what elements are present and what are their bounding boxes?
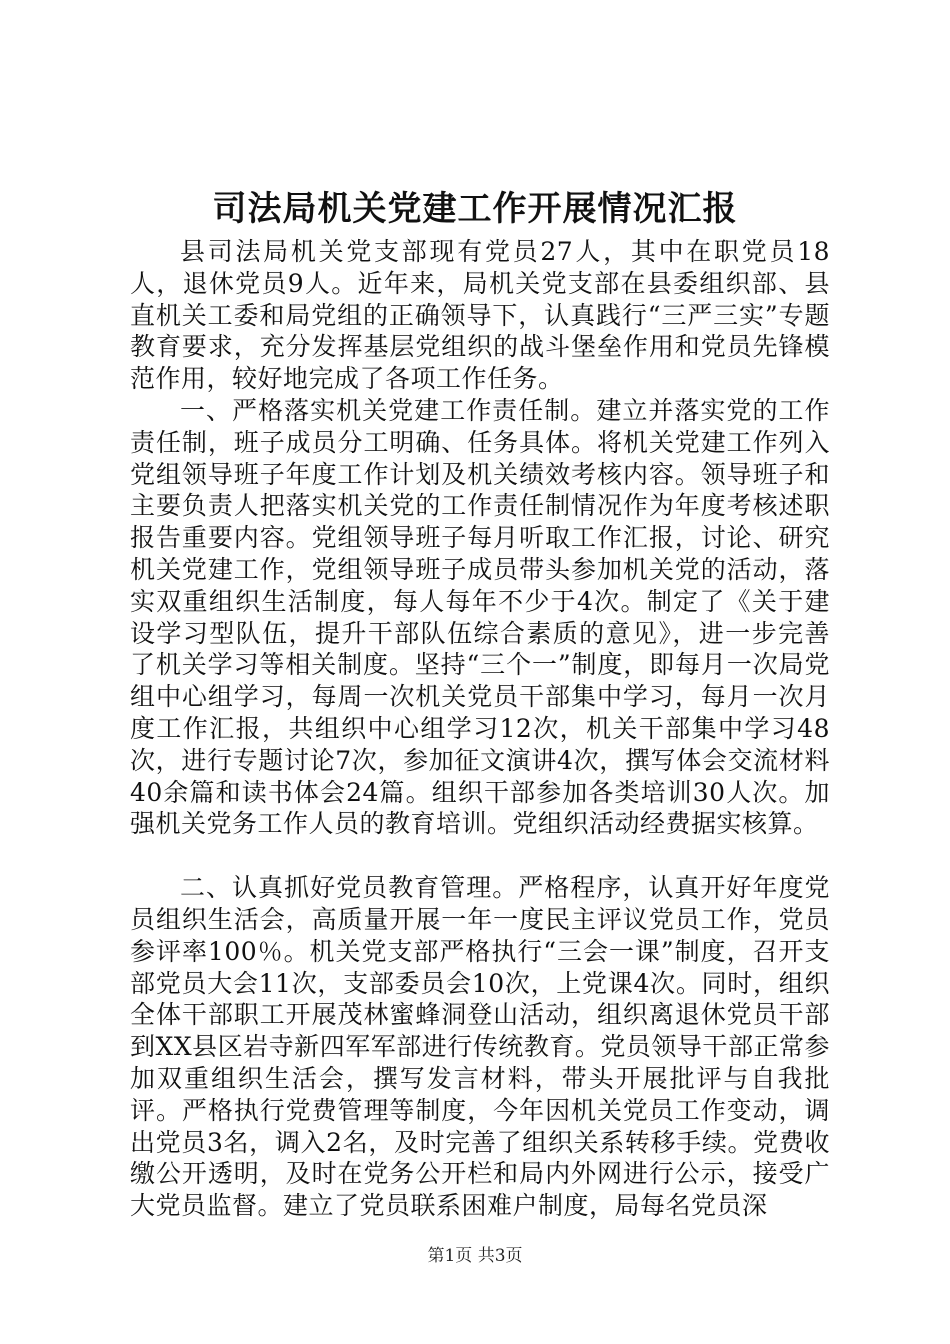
document-title: 司法局机关党建工作开展情况汇报 (212, 189, 738, 229)
page-footer: 第1页 共3页 (427, 1246, 523, 1266)
document-body (130, 236, 830, 1222)
paragraph-intro: 县司法局机关党支部现有党员27人，其中在职党员18人，退休党员9人。近年来，局机关党支部在县委组织部、县直机关工委和局党组的正确领导下，认真践行“三严三实”专题教育要求，充分发挥基层党组织的战斗堡垒作用和党员先锋模范作用，较好地完成了各项工作任务。 (130, 237, 830, 394)
paragraph-section-two: 二、认真抓好党员教育管理。严格程序，认真开好年度党员组织生活会，高质量开展一年一度民主评议党员工作，党员参评率100％。机关党支部严格执行“三会一课”制度，召开支部党员大会11次，支部委员会10次，上党课4次。同时，组织全体干部职工开展茂林蜜蜂洞登山活动，组织离退休党员干部到XX县区岩寺新四军军部进行传统教育。党员领导干部正常参加双重组织生活会，撰写发言材料，带头开展批评与自我批评。严格执行党费管理等制度，今年因机关党员工作变动，调出党员3名，调入2名，及时完善了组织关系转移手续。党费收缴公开透明，及时在党务公开栏和局内外网进行公示，接受广大党员监督。建立了党员联系困难户制度，局每名党员深 (130, 873, 830, 1221)
paragraph-gap (130, 840, 830, 872)
paragraph-section-one: 一、严格落实机关党建工作责任制。建立并落实党的工作责任制，班子成员分工明确、任务具体。将机关党建工作列入党组领导班子年度工作计划及机关绩效考核内容。领导班子和主要负责人把落实机关党的工作责任制情况作为年度考核述职报告重要内容。党组领导班子每月听取工作汇报，讨论、研究机关党建工作，党组领导班子成员带头参加机关党的活动，落实双重组织生活制度，每人每年不少于4次。制定了《关于建设学习型队伍，提升干部队伍综合素质的意见》，进一步完善了机关学习等相关制度。坚持“三个一”制度，即每月一次局党组中心组学习，每周一次机关党员干部集中学习，每月一次月度工作汇报，共组织中心组学习12次，机关干部集中学习48次，进行专题讨论7次，参加征文演讲4次，撰写体会交流材料40余篇和读书体会24篇。组织干部参加各类培训30人次。加强机关党务工作人员的教育培训。党组织活动经费据实核算。 (130, 395, 830, 839)
